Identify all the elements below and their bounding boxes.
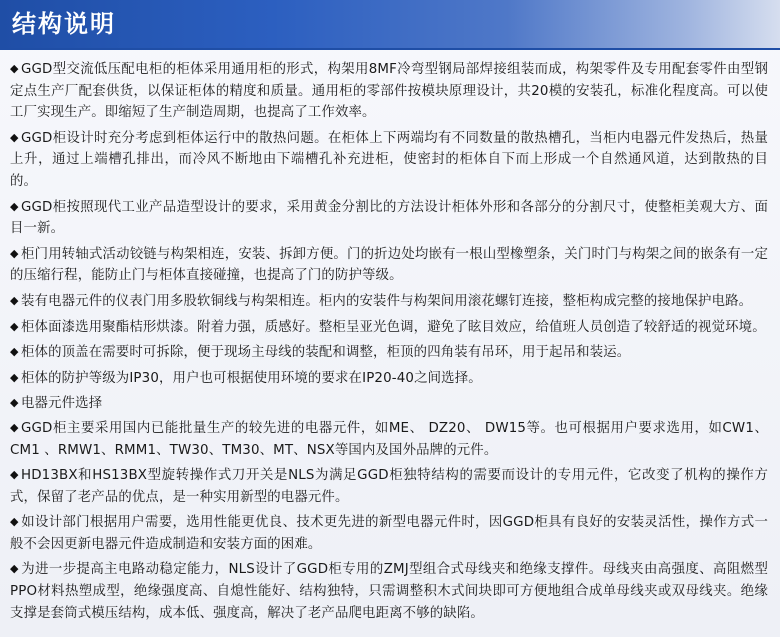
bullet-icon: ◆ [10, 562, 19, 576]
section-header-bar [0, 0, 780, 50]
bullet-icon: ◆ [10, 319, 19, 333]
paragraph-door-hinge [10, 243, 768, 287]
paragraph-heat-dissipation [10, 127, 768, 193]
bullet-icon: ◆ [10, 420, 19, 434]
bullet-icon: ◆ [10, 62, 19, 75]
paragraph-industrial-design [10, 196, 768, 240]
paragraph-text: GGD型交流低压配电柜的柜体采用通用柜的形式，构架用8MF冷弯型钢局部焊接组装而成，构架零件及专用配套零件由型钢定点生产厂配套供货，以保证柜体的精度和质量。通用柜的零部件按模块原理设计，共20模的安装孔，标准化程度高。可以使工厂实现生产。即缩短了生产制造周期，也提高了工作效率。 [10, 62, 768, 121]
paragraph-protection-grade [10, 367, 768, 390]
section-title: 结构说明 [12, 10, 116, 38]
paragraph-knife-switch [10, 464, 768, 508]
bullet-icon: ◆ [10, 468, 19, 482]
paragraph-text: GGD柜设计时充分考虑到柜体运行中的散热问题。在柜体上下两端均有不同数量的散热槽孔，当柜内电器元件发热后，热量上升，通过上端槽孔排出，而冷风不断地由下端槽孔补充进柜，使密封的柜体自下而上形成一个自然通风道，达到散热的目的。 [10, 130, 768, 189]
paragraph-text: HD13BX和HS13BX型旋转操作式刀开关是NLS为满足GGD柜独特结构的需要而设计的专用元件，它改变了机构的操作方式，保留了老产品的优点，是一种实用新型的电器元件。 [10, 468, 768, 505]
paragraph-component-brands [10, 417, 768, 461]
paragraph-text: 装有电器元件的仪表门用多股软铜线与构架相连。柜内的安装件与构架间用滚花螺钉连接，整柜构成完整的接地保护电路。 [21, 293, 753, 309]
paragraph-text: 电器元件选择 [21, 396, 103, 412]
paragraph-top-cover [10, 341, 768, 364]
paragraph-text: 柜体的顶盖在需要时可拆除，便于现场主母线的装配和调整，柜顶的四角装有吊环，用于起吊和装运。 [21, 345, 631, 361]
paragraph-busbar-clamp [10, 558, 768, 624]
bullet-icon: ◆ [10, 293, 19, 307]
paragraph-paint-finish [10, 316, 768, 339]
bullet-icon: ◆ [10, 246, 19, 260]
bullet-icon: ◆ [10, 199, 19, 213]
bullet-icon: ◆ [10, 370, 19, 384]
bullet-icon: ◆ [10, 130, 19, 144]
subheading-component-selection [10, 392, 768, 415]
bullet-icon: ◆ [10, 515, 19, 529]
paragraph-text: 柜体面漆选用聚酯桔形烘漆。附着力强，质感好。整柜呈亚光色调，避免了眩目效应，给值班人员创造了较舒适的视觉环境。 [21, 319, 766, 335]
paragraph-text: GGD柜按照现代工业产品造型设计的要求，采用黄金分割比的方法设计柜体外形和各部分的分割尺寸，使整柜美观大方、面目一新。 [10, 199, 768, 237]
paragraph-cabinet-structure [10, 58, 768, 124]
paragraph-text: GGD柜主要采用国内已能批量生产的较先进的电器元件，如ME、 DZ20、 DW15等。也可根据用户要求选用，如CW1、CM1 、RMW1、RMM1、TW30、TM30、MT、NSX等国内及国外品牌的元件。 [10, 420, 768, 458]
paragraph-installation-flexibility [10, 511, 768, 555]
paragraph-text: 如设计部门根据用户需要，选用性能更优良、技术更先进的新型电器元件时，因GGD柜具有良好的安装灵活性，操作方式一般不会因更新电器元件造成制造和安装方面的困难。 [10, 515, 768, 552]
paragraph-text: 柜门用转轴式活动铰链与构架相连，安装、拆卸方便。门的折边处均嵌有一根山型橡塑条，关门时门与构架之间的嵌条有一定的压缩行程，能防止门与柜体直接碰撞，也提高了门的防护等级。 [10, 246, 768, 284]
paragraph-grounding [10, 290, 768, 313]
bullet-icon: ◆ [10, 345, 19, 359]
bullet-icon: ◆ [10, 396, 19, 410]
paragraph-text: 柜体的防护等级为IP30，用户也可根据使用环境的要求在IP20-40之间选择。 [21, 370, 482, 386]
content-body [10, 58, 768, 627]
paragraph-text: 为进一步提高主电路动稳定能力，NLS设计了GGD柜专用的ZMJ型组合式母线夹和绝缘支撑件。母线夹由高强度、高阻燃型PPO材料热塑成型，绝缘强度高、自熄性能好、结构独特，只需调整积木式间块即可方便地组合成单母线夹或双母线夹。绝缘支撑是套筒式模压结构，成本低、强度高，解决了老产品爬电距离不够的缺陷。 [10, 562, 768, 621]
